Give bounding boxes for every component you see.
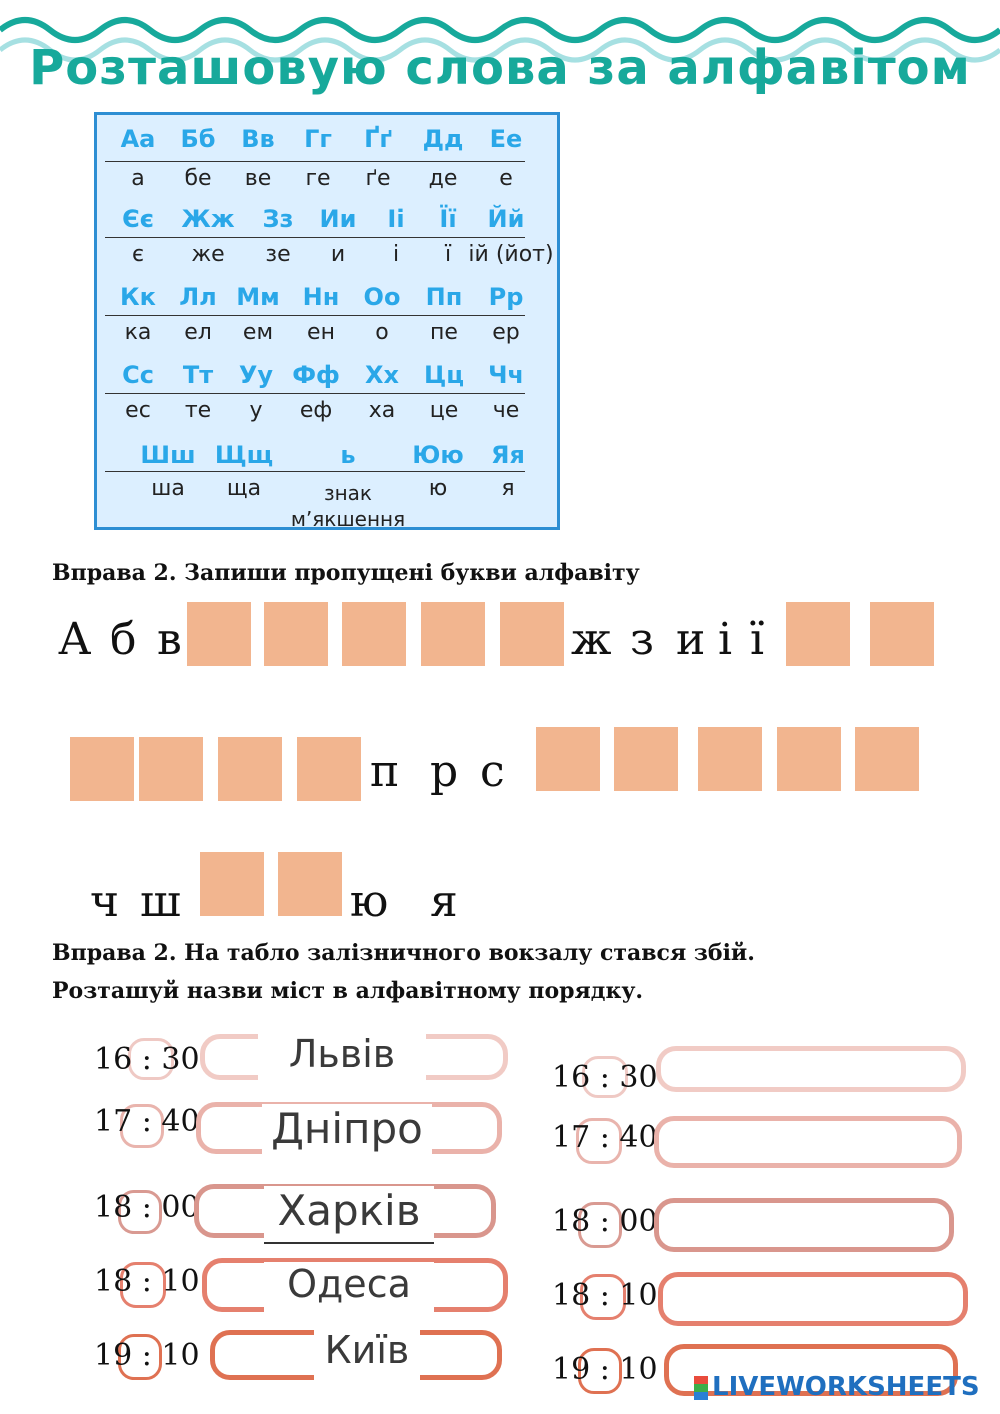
letter-blank[interactable]: [200, 852, 264, 916]
letter-blank[interactable]: [342, 602, 406, 666]
alphabet-letter: Ґґ: [364, 125, 392, 153]
given-letter: ю: [350, 876, 389, 927]
letter-name: ге: [305, 166, 331, 191]
given-letter: б: [110, 614, 137, 665]
given-letter: ї: [750, 614, 765, 665]
letter-name: є: [131, 242, 145, 267]
alphabet-letter: Нн: [302, 283, 340, 311]
alphabet-row-names: [105, 237, 554, 276]
liveworksheets-logo-icon: [694, 1376, 708, 1400]
exercise1-heading: Вправа 2. Запиши пропущені букви алфавіту: [52, 560, 640, 586]
given-letter: ж: [571, 614, 612, 665]
alphabet-letter: Лл: [179, 283, 217, 311]
alphabet-letter: Ии: [319, 205, 357, 233]
alphabet-row-upper: [105, 351, 525, 389]
letter-name: це: [429, 398, 459, 423]
departure-time: 17 : 40: [94, 1104, 200, 1139]
departure-time: 18 : 10: [552, 1278, 658, 1313]
given-letter: с: [480, 746, 505, 797]
alphabet-letter: Рр: [488, 283, 524, 311]
page-title: Розташовую слова за алфавітом: [29, 40, 971, 96]
letter-name: я: [501, 476, 515, 501]
alphabet-letter: Іі: [387, 205, 405, 233]
alphabet-letter: Її: [439, 205, 457, 233]
letter-blank[interactable]: [264, 602, 328, 666]
letter-name: пе: [430, 320, 458, 345]
letter-name: де: [428, 166, 458, 191]
letter-blank[interactable]: [500, 602, 564, 666]
departure-time: 16 : 30: [94, 1042, 200, 1077]
alphabet-row-upper: [105, 431, 525, 469]
letter-name: і: [392, 242, 400, 267]
alphabet-letter: Кк: [120, 283, 156, 311]
letter-name: ка: [124, 320, 152, 345]
alphabet-row-names: [105, 393, 525, 432]
departure-time: 16 : 30: [552, 1060, 658, 1095]
answer-slot-2[interactable]: [654, 1116, 962, 1168]
given-letter: я: [430, 876, 458, 927]
city-card-dnipro[interactable]: Дніпро: [262, 1104, 432, 1158]
brand-logo: LIVEWORKSHEETS: [712, 1372, 980, 1402]
letter-name: еф: [299, 398, 333, 423]
letter-name: ве: [244, 166, 272, 191]
letter-name: ща: [226, 476, 262, 501]
city-card-kyiv[interactable]: Київ: [314, 1328, 420, 1380]
letter-name: ен: [307, 320, 335, 345]
letter-blank[interactable]: [139, 737, 203, 801]
letter-name: че: [492, 398, 520, 423]
alphabet-letter: Єє: [122, 205, 154, 233]
alphabet-table: [94, 112, 560, 530]
letter-name: е: [499, 166, 513, 191]
letter-blank[interactable]: [187, 602, 251, 666]
alphabet-letter: Оо: [363, 283, 401, 311]
city-card-odesa[interactable]: Одеса: [264, 1262, 434, 1312]
answer-slot-4[interactable]: [658, 1272, 968, 1326]
letter-name: у: [249, 398, 263, 423]
alphabet-row-upper: [105, 115, 525, 153]
alphabet-letter: ь: [340, 441, 356, 469]
alphabet-letter: Тт: [182, 361, 214, 389]
answer-slot-1[interactable]: [656, 1046, 966, 1092]
given-letter: п: [370, 746, 400, 797]
alphabet-letter: Цц: [423, 361, 465, 389]
letter-name: ґе: [365, 166, 391, 191]
letter-name: ел: [184, 320, 212, 345]
alphabet-letter: Хх: [365, 361, 399, 389]
departure-time: 18 : 00: [552, 1204, 658, 1239]
departure-time: 19 : 10: [552, 1352, 658, 1387]
alphabet-letter: Йй: [487, 205, 525, 233]
alphabet-letter: Сс: [122, 361, 154, 389]
alphabet-letter: Гг: [304, 125, 332, 153]
letter-name: ес: [125, 398, 151, 423]
departure-time: 19 : 10: [94, 1338, 200, 1373]
alphabet-letter: Дд: [422, 125, 464, 153]
alphabet-row-upper: [105, 273, 525, 311]
alphabet-letter: Вв: [241, 125, 275, 153]
letter-blank[interactable]: [614, 727, 678, 791]
alphabet-letter: Пп: [425, 283, 463, 311]
given-letter: А: [58, 614, 92, 665]
letter-blank[interactable]: [278, 852, 342, 916]
given-letter: ш: [140, 876, 181, 927]
letter-name: о: [375, 320, 389, 345]
letter-name: ем: [242, 320, 274, 345]
alphabet-letter: Уу: [238, 361, 274, 389]
given-letter: ч: [90, 876, 120, 927]
letter-name: ї: [444, 242, 452, 267]
alphabet-letter: Мм: [236, 283, 280, 311]
alphabet-letter: Юю: [412, 441, 464, 469]
letter-name: бе: [184, 166, 212, 191]
alphabet-letter: Щщ: [214, 441, 274, 469]
alphabet-row-names: [105, 315, 525, 354]
letter-blank[interactable]: [786, 602, 850, 666]
departure-time: 18 : 10: [94, 1264, 200, 1299]
given-letter: з: [630, 614, 654, 665]
given-letter: в: [157, 614, 182, 665]
departure-time: 18 : 00: [94, 1190, 200, 1225]
letter-name: зе: [265, 242, 291, 267]
city-card-lviv[interactable]: Львів: [258, 1032, 426, 1082]
exercise2-heading-line1: Вправа 2. На табло залізничного вокзалу стався збій.: [52, 940, 755, 966]
alphabet-row-upper: [105, 195, 525, 233]
letter-blank[interactable]: [855, 727, 919, 791]
letter-name: те: [184, 398, 212, 423]
alphabet-letter: Чч: [488, 361, 524, 389]
letter-blank[interactable]: [870, 602, 934, 666]
letter-blank[interactable]: [218, 737, 282, 801]
letter-name: а: [131, 166, 145, 191]
departure-time: 17 : 40: [552, 1120, 658, 1155]
letter-blank[interactable]: [421, 602, 485, 666]
letter-name: ша: [151, 476, 185, 501]
letter-blank[interactable]: [536, 727, 600, 791]
alphabet-letter: Ее: [489, 125, 523, 153]
letter-name: ха: [368, 398, 396, 423]
alphabet-letter: Фф: [292, 361, 340, 389]
alphabet-letter: Зз: [262, 205, 294, 233]
letter-blank[interactable]: [70, 737, 134, 801]
alphabet-row-names: [105, 471, 525, 531]
alphabet-letter: Шш: [140, 441, 196, 469]
letter-name: же: [191, 242, 225, 267]
letter-blank[interactable]: [698, 727, 762, 791]
letter-name: ер: [492, 320, 520, 345]
alphabet-letter: Аа: [120, 125, 156, 153]
given-letter: и: [676, 614, 706, 665]
alphabet-letter: Жж: [181, 205, 235, 233]
letter-name: ю: [428, 476, 448, 501]
given-letter: і: [718, 614, 733, 665]
letter-blank[interactable]: [297, 737, 361, 801]
city-card-kharkiv[interactable]: Харків: [264, 1186, 434, 1244]
exercise2-heading-line2: Розташуй назви міст в алфавітному порядку.: [52, 978, 644, 1004]
letter-name: знак м’якшення: [290, 481, 406, 531]
alphabet-letter: Яя: [491, 441, 525, 469]
letter-name: ій (йот): [468, 242, 554, 267]
alphabet-letter: Бб: [180, 125, 216, 153]
answer-slot-3[interactable]: [654, 1198, 954, 1252]
given-letter: р: [430, 746, 459, 797]
letter-blank[interactable]: [777, 727, 841, 791]
letter-name: и: [330, 242, 346, 267]
